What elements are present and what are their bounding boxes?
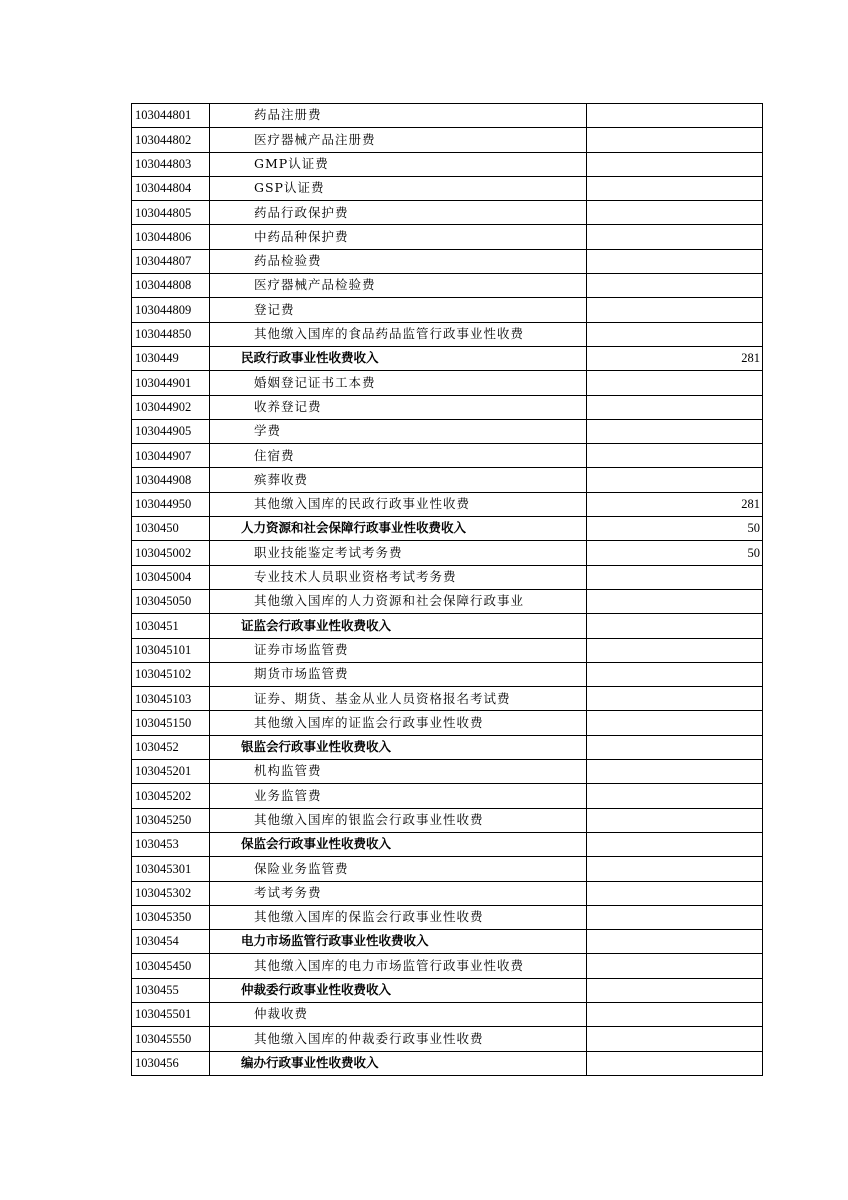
code-cell: 103044805 [132, 201, 210, 225]
amount-cell [587, 808, 763, 832]
code-cell: 103045350 [132, 905, 210, 929]
category-name-cell: 证监会行政事业性收费收入 [210, 614, 587, 638]
amount-cell [587, 735, 763, 759]
amount-cell [587, 832, 763, 856]
amount-cell [587, 128, 763, 152]
amount-cell [587, 1002, 763, 1026]
item-name-cell: 婚姻登记证书工本费 [210, 371, 587, 395]
table-row [132, 225, 763, 249]
table-row [132, 104, 763, 128]
table-row [132, 808, 763, 832]
table-row [132, 881, 763, 905]
item-name-cell: 医疗器械产品注册费 [210, 128, 587, 152]
code-cell: 103044807 [132, 249, 210, 273]
item-name-cell: GSP认证费 [210, 176, 587, 200]
code-cell: 103045450 [132, 954, 210, 978]
code-cell: 103044908 [132, 468, 210, 492]
amount-cell [587, 760, 763, 784]
table-row [132, 954, 763, 978]
category-row [132, 346, 763, 370]
amount-cell [587, 298, 763, 322]
code-cell: 103045201 [132, 760, 210, 784]
item-name-cell: 药品注册费 [210, 104, 587, 128]
code-cell: 103045101 [132, 638, 210, 662]
revenue-table [131, 103, 763, 1076]
table-row [132, 905, 763, 929]
amount-cell [587, 857, 763, 881]
category-row [132, 978, 763, 1002]
amount-cell [587, 395, 763, 419]
table-row [132, 128, 763, 152]
code-cell: 1030455 [132, 978, 210, 1002]
category-row [132, 517, 763, 541]
amount-cell: 281 [587, 492, 763, 516]
code-cell: 1030452 [132, 735, 210, 759]
item-name-cell: 医疗器械产品检验费 [210, 274, 587, 298]
amount-cell [587, 589, 763, 613]
amount-cell [587, 881, 763, 905]
category-row [132, 614, 763, 638]
code-cell: 103045250 [132, 808, 210, 832]
category-name-cell: 仲裁委行政事业性收费收入 [210, 978, 587, 1002]
item-name-cell: 中药品种保护费 [210, 225, 587, 249]
item-name-cell: 考试考务费 [210, 881, 587, 905]
item-name-cell: 殡葬收费 [210, 468, 587, 492]
amount-cell [587, 1051, 763, 1075]
item-name-cell: 专业技术人员职业资格考试考务费 [210, 565, 587, 589]
amount-cell [587, 662, 763, 686]
item-name-cell: 学费 [210, 419, 587, 443]
item-name-cell: 登记费 [210, 298, 587, 322]
amount-cell [587, 614, 763, 638]
code-cell: 103045202 [132, 784, 210, 808]
item-name-cell: 其他缴入国库的仲裁委行政事业性收费 [210, 1027, 587, 1051]
amount-cell [587, 687, 763, 711]
amount-cell [587, 322, 763, 346]
item-name-cell: 机构监管费 [210, 760, 587, 784]
amount-cell [587, 274, 763, 298]
table-row [132, 274, 763, 298]
category-row [132, 735, 763, 759]
item-name-cell: 其他缴入国库的电力市场监管行政事业性收费 [210, 954, 587, 978]
item-name-cell: 药品检验费 [210, 249, 587, 273]
table-row [132, 565, 763, 589]
code-cell: 103045002 [132, 541, 210, 565]
amount-cell [587, 784, 763, 808]
table-row [132, 444, 763, 468]
item-name-cell: 期货市场监管费 [210, 662, 587, 686]
category-name-cell: 保监会行政事业性收费收入 [210, 832, 587, 856]
category-name-cell: 编办行政事业性收费收入 [210, 1051, 587, 1075]
code-cell: 1030456 [132, 1051, 210, 1075]
code-cell: 103044808 [132, 274, 210, 298]
table-row [132, 152, 763, 176]
code-cell: 103044901 [132, 371, 210, 395]
code-cell: 1030449 [132, 346, 210, 370]
code-cell: 103044850 [132, 322, 210, 346]
table-row [132, 249, 763, 273]
table-row [132, 541, 763, 565]
category-name-cell: 银监会行政事业性收费收入 [210, 735, 587, 759]
table-row [132, 419, 763, 443]
table-row [132, 760, 763, 784]
category-row [132, 930, 763, 954]
amount-cell: 50 [587, 541, 763, 565]
amount-cell [587, 978, 763, 1002]
amount-cell [587, 711, 763, 735]
category-name-cell: 电力市场监管行政事业性收费收入 [210, 930, 587, 954]
code-cell: 103045301 [132, 857, 210, 881]
table-row [132, 298, 763, 322]
item-name-cell: 证券市场监管费 [210, 638, 587, 662]
amount-cell [587, 954, 763, 978]
item-name-cell: 药品行政保护费 [210, 201, 587, 225]
code-cell: 1030453 [132, 832, 210, 856]
amount-cell [587, 371, 763, 395]
category-row [132, 1051, 763, 1075]
code-cell: 103045103 [132, 687, 210, 711]
item-name-cell: 其他缴入国库的银监会行政事业性收费 [210, 808, 587, 832]
table-row [132, 492, 763, 516]
code-cell: 103044905 [132, 419, 210, 443]
code-cell: 103044804 [132, 176, 210, 200]
code-cell: 103045004 [132, 565, 210, 589]
table-row [132, 784, 763, 808]
code-cell: 103044950 [132, 492, 210, 516]
table-body [132, 104, 763, 1076]
amount-cell [587, 249, 763, 273]
code-cell: 103044801 [132, 104, 210, 128]
code-cell: 103044809 [132, 298, 210, 322]
table-row [132, 1027, 763, 1051]
amount-cell [587, 152, 763, 176]
code-cell: 103045501 [132, 1002, 210, 1026]
table-row [132, 857, 763, 881]
amount-cell [587, 201, 763, 225]
table-row [132, 638, 763, 662]
table-row [132, 395, 763, 419]
category-row [132, 832, 763, 856]
code-cell: 103045102 [132, 662, 210, 686]
table-row [132, 371, 763, 395]
item-name-cell: 其他缴入国库的食品药品监管行政事业性收费 [210, 322, 587, 346]
amount-cell [587, 1027, 763, 1051]
item-name-cell: 住宿费 [210, 444, 587, 468]
code-cell: 1030451 [132, 614, 210, 638]
category-name-cell: 民政行政事业性收费收入 [210, 346, 587, 370]
code-cell: 103045302 [132, 881, 210, 905]
code-cell: 1030450 [132, 517, 210, 541]
amount-cell [587, 930, 763, 954]
item-name-cell: 仲裁收费 [210, 1002, 587, 1026]
item-name-cell: 其他缴入国库的保监会行政事业性收费 [210, 905, 587, 929]
category-name-cell: 人力资源和社会保障行政事业性收费收入 [210, 517, 587, 541]
amount-cell [587, 225, 763, 249]
code-cell: 103045050 [132, 589, 210, 613]
code-cell: 103045550 [132, 1027, 210, 1051]
amount-cell: 50 [587, 517, 763, 541]
amount-cell [587, 565, 763, 589]
amount-cell [587, 419, 763, 443]
amount-cell [587, 444, 763, 468]
item-name-cell: 证券、期货、基金从业人员资格报名考试费 [210, 687, 587, 711]
code-cell: 103044902 [132, 395, 210, 419]
table-row [132, 662, 763, 686]
amount-cell [587, 104, 763, 128]
table-row [132, 176, 763, 200]
item-name-cell: 收养登记费 [210, 395, 587, 419]
amount-cell: 281 [587, 346, 763, 370]
table-row [132, 201, 763, 225]
item-name-cell: 职业技能鉴定考试考务费 [210, 541, 587, 565]
item-name-cell: 其他缴入国库的人力资源和社会保障行政事业 [210, 589, 587, 613]
code-cell: 103044803 [132, 152, 210, 176]
code-cell: 103044802 [132, 128, 210, 152]
table-row [132, 322, 763, 346]
code-cell: 1030454 [132, 930, 210, 954]
code-cell: 103044907 [132, 444, 210, 468]
code-cell: 103045150 [132, 711, 210, 735]
amount-cell [587, 638, 763, 662]
amount-cell [587, 905, 763, 929]
item-name-cell: 业务监管费 [210, 784, 587, 808]
amount-cell [587, 176, 763, 200]
item-name-cell: 保险业务监管费 [210, 857, 587, 881]
item-name-cell: 其他缴入国库的民政行政事业性收费 [210, 492, 587, 516]
table-row [132, 589, 763, 613]
table-row [132, 468, 763, 492]
table-row [132, 687, 763, 711]
amount-cell [587, 468, 763, 492]
item-name-cell: GMP认证费 [210, 152, 587, 176]
table-row [132, 711, 763, 735]
code-cell: 103044806 [132, 225, 210, 249]
table-row [132, 1002, 763, 1026]
item-name-cell: 其他缴入国库的证监会行政事业性收费 [210, 711, 587, 735]
